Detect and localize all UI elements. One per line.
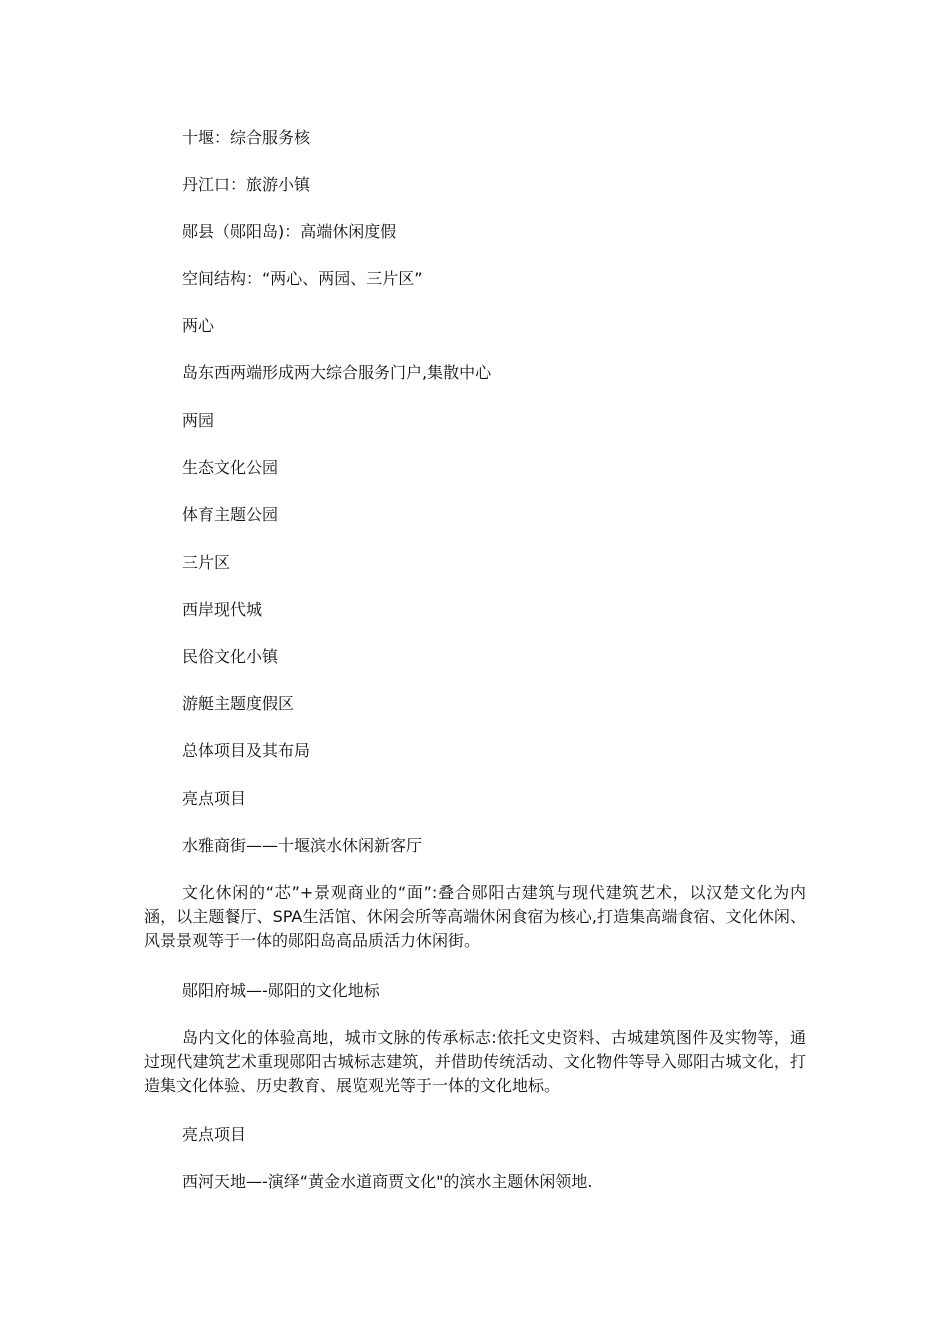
text-line-overall-layout: 总体项目及其布局 — [182, 741, 311, 760]
text-line-yunxian: 郧县（郧阳岛)：高端休闲度假 — [182, 222, 397, 241]
text-line-danjiangkou: 丹江口：旅游小镇 — [182, 175, 311, 194]
text-line-shiyan: 十堰：综合服务核 — [182, 128, 311, 147]
text-line-west-bank: 西岸现代城 — [182, 600, 263, 619]
text-line-yacht-resort: 游艇主题度假区 — [182, 694, 295, 713]
text-line-sports-park: 体育主题公园 — [182, 505, 279, 524]
text-line-two-cores: 两心 — [182, 316, 215, 335]
text-line-eco-park: 生态文化公园 — [182, 458, 279, 477]
text-line-yunyang-fucheng: 郧阳府城—-郧阳的文化地标 — [182, 981, 380, 1000]
text-line-xihe-tiandi: 西河天地—-演绎“黄金水道商贾文化"的滨水主题休闲领地. — [182, 1172, 593, 1191]
text-line-shuiya-street: 水雅商街——十堰滨水休闲新客厅 — [182, 836, 423, 855]
text-line-three-districts: 三片区 — [182, 553, 231, 572]
text-line-gateways: 岛东西两端形成两大综合服务门户,集散中心 — [182, 363, 492, 382]
text-line-highlight-projects-2: 亮点项目 — [182, 1125, 247, 1144]
text-line-spatial-structure: 空间结构：“两心、两园、三片区” — [182, 269, 423, 288]
text-line-two-parks: 两园 — [182, 411, 215, 430]
text-line-highlight-projects: 亮点项目 — [182, 789, 247, 808]
paragraph-shuiya-description: 文化休闲的“芯”+景观商业的“面”:叠合郧阳古建筑与现代建筑艺术，以汉楚文化为内涵，以主题餐厅、SPA生活馆、休闲会所等高端休闲食宿为核心,打造集高端食宿、文化休闲、风景景观等于一体的郧阳岛高品质活力休闲街。 — [144, 883, 806, 950]
paragraph-fucheng-description: 岛内文化的体验高地，城市文脉的传承标志:依托文史资料、古城建筑图件及实物等，通过现代建筑艺术重现郧阳古城标志建筑，并借助传统活动、文化物件等导入郧阳古城文化，打造集文化体验、历史教育、展览观光等于一体的文化地标。 — [144, 1028, 806, 1095]
text-line-folk-town: 民俗文化小镇 — [182, 647, 279, 666]
